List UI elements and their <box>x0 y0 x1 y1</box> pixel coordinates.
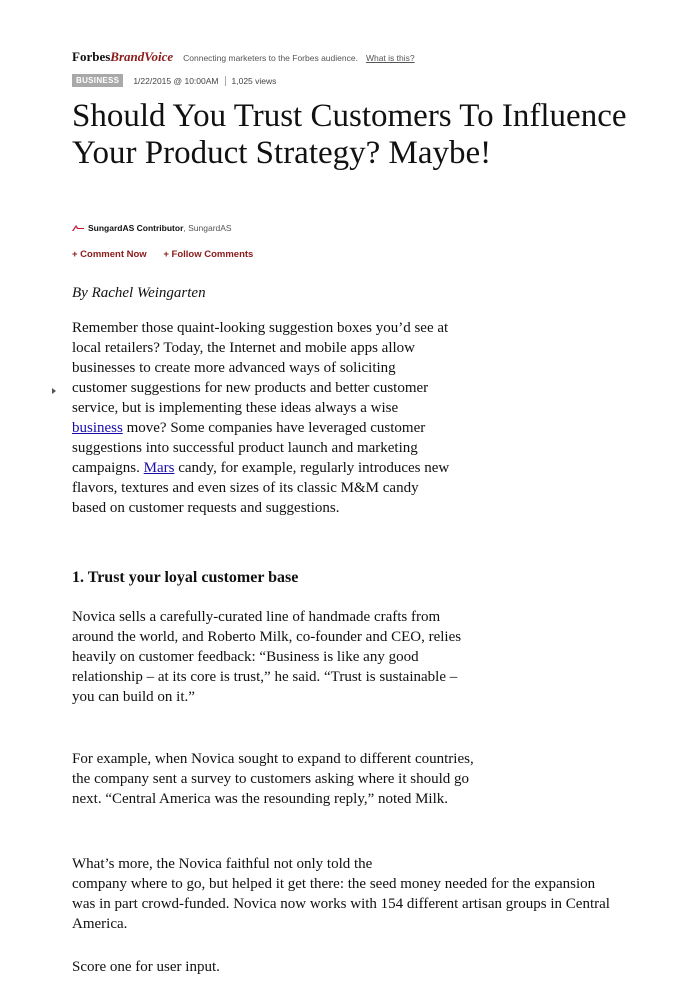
follow-comments-button[interactable]: + Follow Comments <box>163 249 254 260</box>
article-author: By Rachel Weingarten <box>72 285 206 301</box>
meta-divider <box>225 76 226 86</box>
contributor-name[interactable]: SungardAS Contributor <box>88 223 184 233</box>
section-heading: 1. Trust your loyal customer base <box>72 569 299 586</box>
paragraph-text: move? Some companies have leveraged customer suggestions into successful product launch and marketing campaigns. <box>72 420 426 476</box>
business-link[interactable]: business <box>72 420 123 436</box>
article-meta <box>72 74 276 87</box>
contributor-byline <box>72 223 232 233</box>
category-badge[interactable]: BUSINESS <box>72 74 123 87</box>
comment-now-button[interactable]: + Comment Now <box>72 249 147 260</box>
contributor-org: , SungardAS <box>183 223 232 233</box>
what-is-this-link[interactable]: What is this? <box>365 53 415 63</box>
article-paragraph: Novica sells a carefully-curated line of handmade crafts from around the world, and Roberto Milk, co-founder and CEO, relies heavily on customer feedback: “Business is like any good relationship – at its core is trust,” he said. “Trust is sustainable – you can build on it.” <box>72 609 462 705</box>
brand-tagline: Connecting marketers to the Forbes audience. <box>183 53 358 63</box>
mars-link[interactable]: Mars <box>143 460 175 476</box>
paragraph-text: Remember those quaint-looking suggestion boxes you’d see at local retailers? Today, the Internet and mobile apps allow businesses to create more advanced ways of soliciting customer suggestions for new products and better customer service, but is implementing these ideas always a wise <box>72 320 449 416</box>
side-arrow-icon <box>52 388 56 394</box>
article-paragraph: Score one for user input. <box>72 959 220 975</box>
article-actions <box>72 249 253 260</box>
article-title: Should You Trust Customers To Influence Your Product Strategy? Maybe! <box>72 98 627 171</box>
article-paragraph <box>72 318 452 518</box>
view-count: 1,025 views <box>231 75 277 86</box>
brand-logo-italic[interactable]: BrandVoice <box>110 49 174 64</box>
brand-bar <box>72 48 415 66</box>
paragraph-text: What’s more, the Novica faithful not only told the <box>72 856 373 872</box>
paragraph-text: candy, for example, regularly introduces new flavors, textures and even sizes of its classic M&M candy based on customer requests and suggestions. <box>72 460 450 516</box>
publish-date: 1/22/2015 @ 10:00AM <box>133 75 219 86</box>
brand-logo[interactable]: Forbes <box>72 49 111 64</box>
article-paragraph: For example, when Novica sought to expand to different countries, the company sent a survey to customers asking where it should go next. “Central America was the resounding reply,” noted Milk. <box>72 751 474 807</box>
article-paragraph <box>72 854 622 934</box>
paragraph-text: company where to go, but helped it get there: the seed money needed for the expansion was in part crowd-funded. Novica now works with 154 different artisan groups in Central America. <box>72 876 610 932</box>
sungard-logo-icon <box>72 225 84 231</box>
